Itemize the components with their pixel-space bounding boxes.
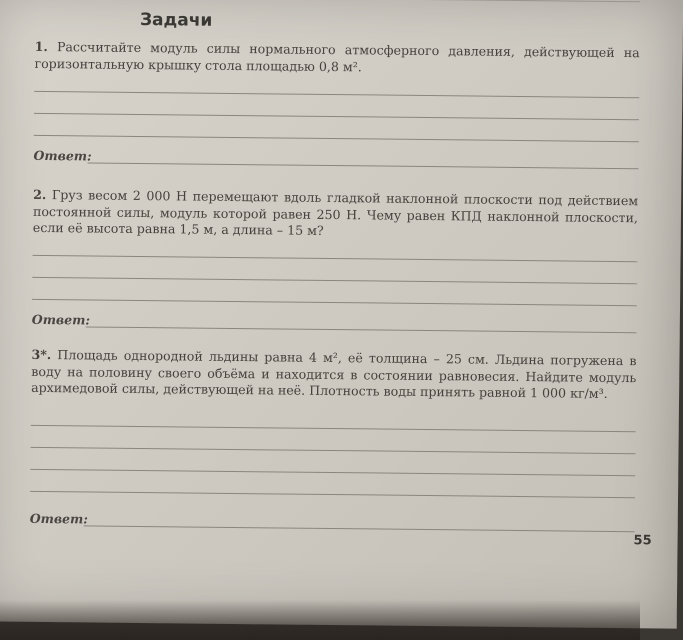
task-1-text	[34, 39, 639, 78]
task-3-answer-field[interactable]	[84, 525, 635, 532]
answer-line	[30, 491, 635, 498]
task-1	[34, 39, 639, 78]
section-title: Задачи	[139, 9, 213, 31]
task-3-body: Площадь однородной льдины равна 4 м², её толщина – 25 см. Льдина погружена в воду на половину своего объёма и находится в состоянии равновесия. Найдите модуль архимедовой силы, действующей на неё. Плотность воды принять равной 1 000 кг/м³.	[31, 347, 637, 401]
answer-line	[34, 91, 639, 98]
answer-line	[30, 469, 635, 476]
task-2-answer-field[interactable]	[86, 326, 637, 333]
answer-line	[34, 113, 639, 120]
answer-line	[31, 447, 636, 454]
task-3-answer-label: Ответ:	[29, 510, 88, 527]
answer-line	[31, 425, 636, 432]
task-1-number: 1.	[34, 38, 48, 55]
task-2-number: 2.	[33, 186, 47, 203]
answer-line	[32, 277, 637, 284]
task-3-number: 3*.	[31, 346, 52, 363]
task-1-body: Рассчитайте модуль силы нормального атмосферного давления, действующей на горизонтальную крышку стола площадью 0,8 м².	[34, 39, 640, 74]
answer-line	[33, 255, 638, 262]
answer-line	[32, 299, 637, 306]
top-divider	[35, 0, 640, 2]
desk-shadow	[0, 600, 640, 640]
task-2	[33, 187, 638, 243]
page-number: 55	[633, 533, 652, 549]
task-2-text	[33, 187, 638, 243]
task-3	[31, 347, 636, 403]
task-3-text	[31, 347, 636, 403]
task-1-answer-label: Ответ:	[33, 147, 92, 164]
task-2-body: Груз весом 2 000 Н перемещают вдоль гладкой наклонной плоскости под действием постоянной силы, модуль которой равен 250 Н. Чему равен КПД наклонной плоскости, если её высота равна 1,5 м, а длина – 15 м?	[32, 187, 639, 238]
answer-line	[34, 135, 639, 142]
task-2-answer-label: Ответ:	[31, 311, 91, 328]
task-1-answer-field[interactable]	[87, 162, 638, 169]
